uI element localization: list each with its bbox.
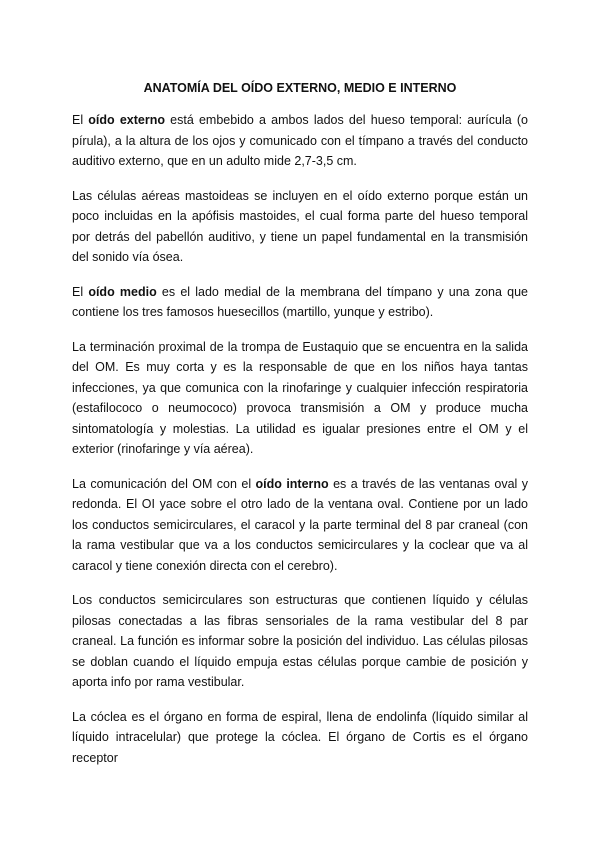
bold-term-oido-medio: oído medio — [88, 284, 157, 299]
paragraph-text: es a través de las ventanas oval y redonda. El OI yace sobre el otro lado de la ventana oval. Contiene por un lado los conductos semicirculares, el caracol y la parte terminal del 8 par craneal (con la rama vestibular que va a los conductos semicirculares y la coclear que va al caracol y tiene conexión directa con el cerebro). — [72, 476, 528, 573]
document-title: ANATOMÍA DEL OÍDO EXTERNO, MEDIO E INTERNO — [143, 81, 457, 95]
bold-term-oido-interno: oído interno — [255, 476, 329, 491]
document-body — [72, 110, 528, 782]
paragraph-text: La comunicación del OM con el — [72, 476, 256, 491]
paragraph-text: El — [72, 113, 89, 127]
paragraph-trompa-eustaquio: La terminación proximal de la trompa de Eustaquio que se encuentra en la salida del OM. Es muy corta y es la responsable de que en los niños haya tantas infecciones, ya que comunica con la rinofaringe y cualquier infección respiratoria (estafilococo o neumococo) provoca transmisión a OM y produce mucha sintomatología y molestias. La utilidad es igualar presiones entre el OM y el exterior (rinofaringe y vía aérea). — [72, 339, 528, 456]
paragraph-oido-medio — [72, 282, 528, 323]
paragraph-conductos-semicirculares: Los conductos semicirculares son estructuras que contienen líquido y células pilosas conectadas a las fibras sensoriales de la rama vestibular del 8 par craneal. La función es informar sobre la posición del individuo. Las células pilosas se doblan cuando el líquido empuja estas células porque cambie de posición y aporta info por rama vestibular. — [72, 593, 528, 689]
paragraph-text: está embebido a ambos lados del hueso temporal: aurícula (o pírula), a la altura de los ojos y comunicado con el tímpano a través del conducto auditivo externo, que en un adulto mide 2,7-3,5 cm. — [72, 113, 528, 168]
paragraph-text: es el lado medial de la membrana del tímpano y una zona que contiene los tres famosos huesecillos (martillo, yunque y estribo). — [72, 284, 528, 319]
paragraph-celulas-mastoideas: Las células aéreas mastoideas se incluyen en el oído externo porque están un poco incluidas en la apófisis mastoides, el cual forma parte del hueso temporal por detrás del pabellón auditivo, y tiene un papel fundamental en la transmisión del sonido vía ósea. — [72, 188, 528, 264]
paragraph-oido-interno — [72, 474, 528, 577]
paragraph-coclea: La cóclea es el órgano en forma de espiral, llena de endolinfa (líquido similar al líquido intracelular) que protege la cóclea. El órgano de Cortis es el órgano receptor — [72, 709, 528, 765]
paragraph-oido-externo — [72, 110, 528, 172]
paragraph-text: El — [72, 284, 89, 299]
bold-term-oido-externo: oído externo — [88, 113, 165, 127]
